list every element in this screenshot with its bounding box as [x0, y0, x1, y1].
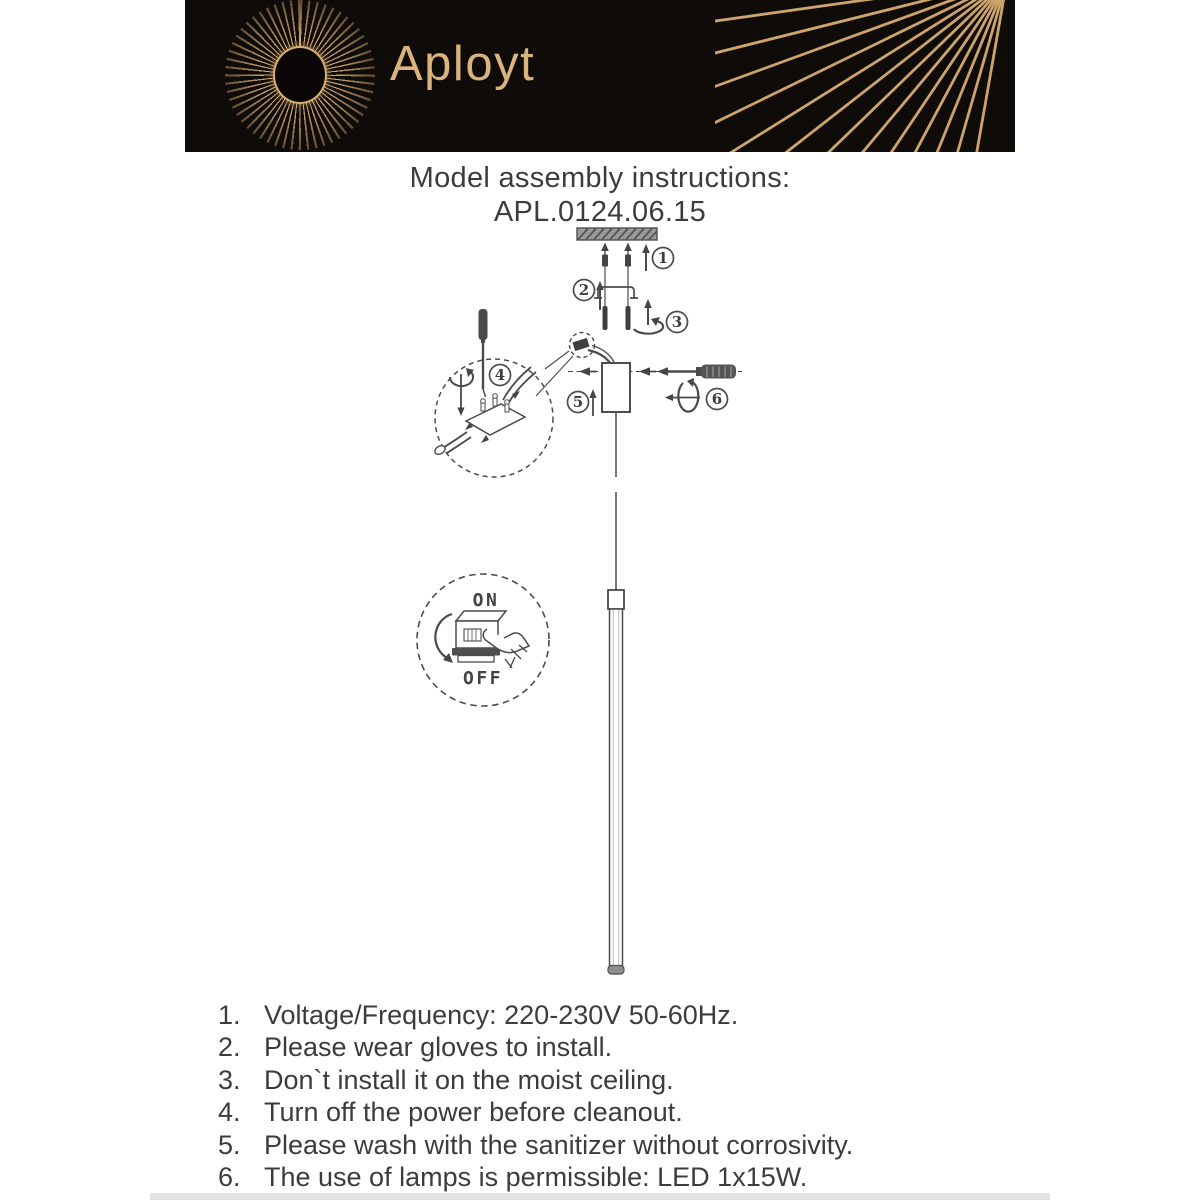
step-3-badge [667, 312, 688, 333]
item-text: The use of lamps is permissible: LED 1x15W. [264, 1162, 808, 1193]
step-5-number: 5 [572, 393, 584, 411]
list-item [218, 1096, 1018, 1128]
screwdriver-vertical-icon [479, 309, 488, 397]
terminal-block-icon [466, 404, 525, 435]
off-label: OFF [462, 668, 504, 689]
item-number: 4. [218, 1097, 241, 1128]
step-6-number: 6 [711, 390, 723, 408]
cable-grip-icon [608, 590, 624, 609]
rotate-arrow-icon [435, 614, 453, 663]
model-number: APL.0124.06.15 [493, 196, 707, 228]
list-item [218, 1031, 1018, 1063]
step-6-rotate-icon [665, 378, 700, 412]
step-1-number: 1 [657, 249, 669, 267]
item-text: Please wash with the sanitizer without corrosivity. [264, 1129, 854, 1160]
instruction-list [218, 999, 1018, 1193]
page-title: Model assembly instructions: [409, 162, 791, 194]
item-number: 6. [218, 1162, 241, 1193]
on-label: ON [472, 590, 500, 611]
step-5-badge [568, 392, 589, 413]
anchor-icons [601, 243, 632, 307]
headline [0, 161, 1200, 229]
step-1-arrow-icon [642, 244, 650, 271]
list-item [218, 1064, 1018, 1096]
item-text: Voltage/Frequency: 220-230V 50-60Hz. [264, 1000, 739, 1030]
page-bottom-edge [150, 1193, 1050, 1200]
brand-name: Aployt [390, 37, 536, 91]
sunburst-logo-icon [225, 0, 375, 150]
assembly-diagram [400, 220, 790, 1010]
list-item [218, 1161, 1018, 1193]
step-3-number: 3 [671, 313, 683, 331]
step-1-badge [653, 248, 674, 269]
item-number: 3. [218, 1064, 241, 1095]
canopy-icon [602, 363, 630, 412]
wire-connector-icon [570, 333, 615, 364]
list-item [218, 1129, 1018, 1161]
step-5-arrow-icon [589, 389, 596, 416]
onoff-switch-detail [417, 574, 549, 706]
item-text: Please wear gloves to install. [264, 1032, 613, 1063]
brand-banner [185, 0, 1015, 152]
item-text: Turn off the power before cleanout. [264, 1097, 683, 1128]
step-2-number: 2 [578, 281, 590, 299]
step-6-badge [707, 389, 728, 410]
step-2-badge [574, 280, 595, 301]
screw-icons [603, 306, 631, 330]
corner-rays-icon [715, 0, 1015, 152]
screwdriver-horizontal-icon [668, 365, 736, 379]
item-number: 5. [218, 1129, 241, 1160]
item-text: Don`t install it on the moist ceiling. [264, 1064, 674, 1095]
step-4-number: 4 [494, 366, 506, 384]
step-3-rotate-icon [634, 299, 663, 334]
step-4-badge [490, 365, 511, 386]
item-number: 2. [218, 1032, 241, 1063]
list-item [218, 999, 1018, 1031]
item-number: 1. [218, 1000, 241, 1030]
ceiling-icon [577, 228, 657, 240]
lamp-tube-icon [608, 609, 624, 974]
